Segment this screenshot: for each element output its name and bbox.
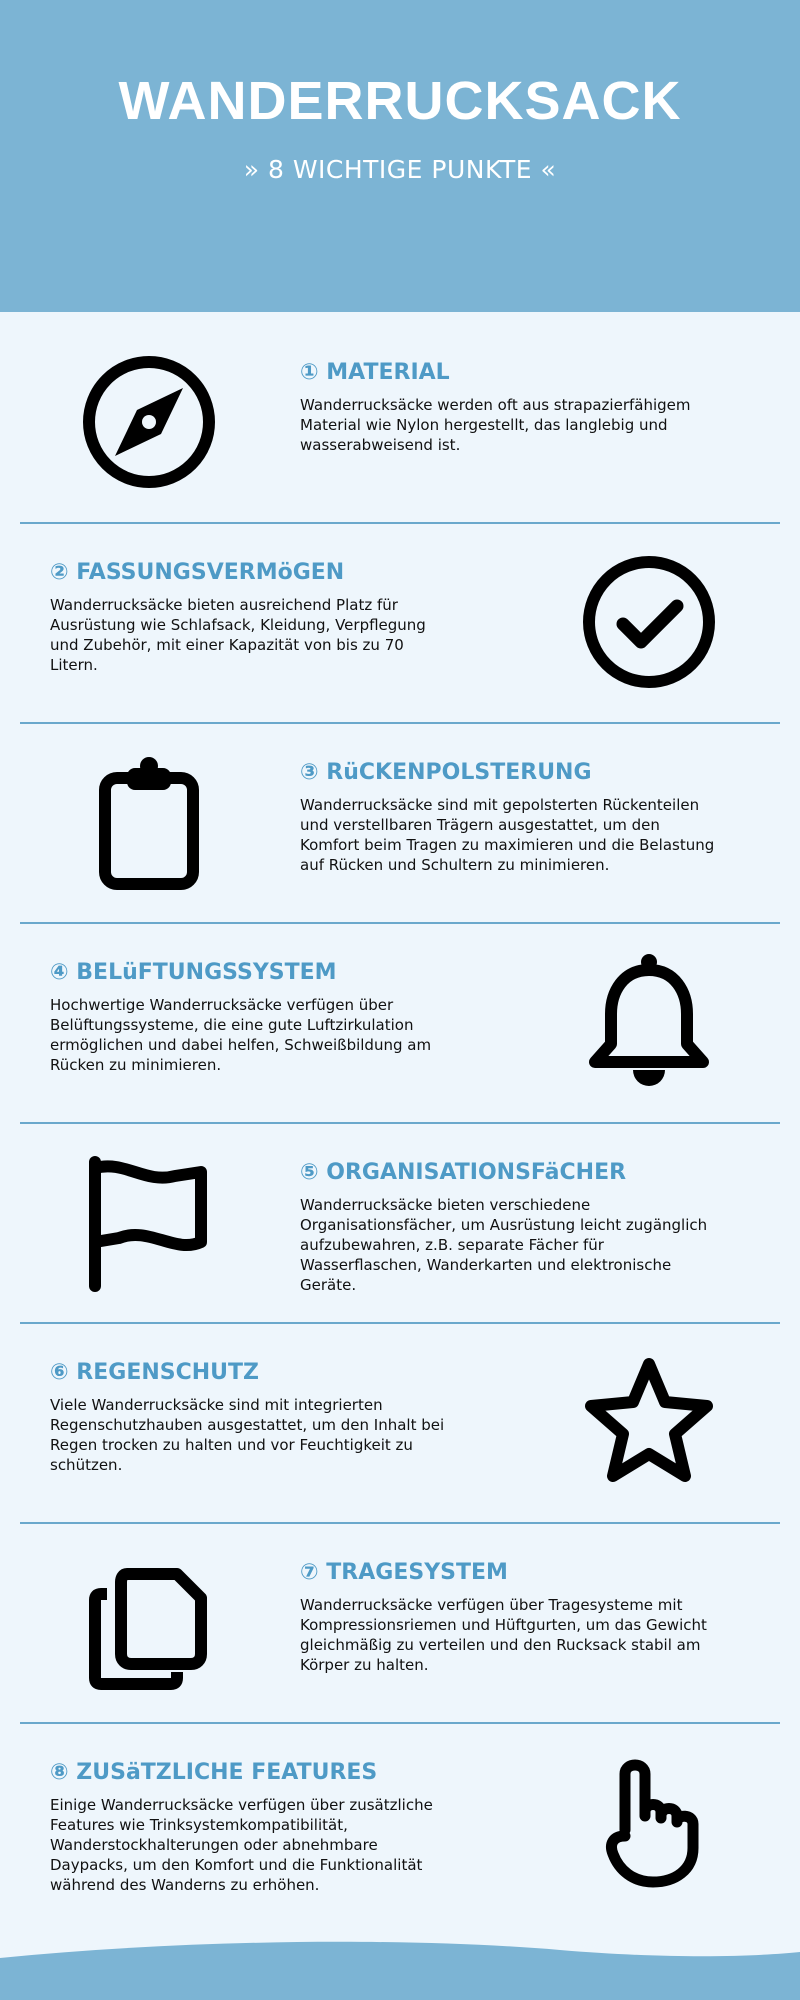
bell-icon: [579, 952, 719, 1092]
clipboard-icon: [79, 754, 219, 894]
section-title: ④ BELüFTUNGSSYSTEM: [50, 960, 337, 985]
section-title: ⑧ ZUSäTZLICHE FEATURES: [50, 1760, 378, 1785]
section-title: ⑦ TRAGESYSTEM: [300, 1560, 508, 1585]
section-regenschutz: [0, 1324, 800, 1524]
section-title: ⑥ REGENSCHUTZ: [50, 1360, 259, 1385]
compass-icon: [79, 352, 219, 492]
section-title: ③ RüCKENPOLSTERUNG: [300, 760, 592, 785]
page-subtitle: » 8 WICHTIGE PUNKTE «: [243, 155, 557, 184]
pointing-hand-icon: [579, 1752, 719, 1892]
section-tragesystem: [0, 1524, 800, 1724]
flag-icon: [79, 1154, 219, 1294]
section-title: ① MATERIAL: [300, 360, 450, 385]
section-body: Wanderrucksäcke bieten ausreichend Platz für Ausrüstung wie Schlafsack, Kleidung, Verpflegung und Zubehör, mit einer Kapazität von bis zu 70 Litern.: [50, 596, 426, 674]
section-belueftungssystem: [0, 924, 800, 1124]
section-body: Wanderrucksäcke werden oft aus strapazierfähigem Material wie Nylon hergestellt, das langlebig und wasserabweisend ist.: [300, 396, 691, 454]
section-body: Hochwertige Wanderrucksäcke verfügen über Belüftungssysteme, die eine gute Luftzirkulation ermöglichen und dabei helfen, Schweißbildung am Rücken zu minimieren.: [50, 996, 432, 1074]
section-organisationsfaecher: [0, 1124, 800, 1324]
section-zusaetzliche-features: [0, 1724, 800, 1924]
section-material: [0, 312, 800, 512]
check-circle-icon: [579, 552, 719, 692]
section-title: ② FASSUNGSVERMöGEN: [50, 560, 345, 585]
section-body: Einige Wanderrucksäcke verfügen über zusätzliche Features wie Trinksystemkompatibilität, Wanderstockhalterungen oder abnehmbare Daypacks, um den Komfort und die Funktionalität während des Wanderns zu erhöhen.: [50, 1796, 433, 1894]
section-body: Wanderrucksäcke sind mit gepolsterten Rückenteilen und verstellbaren Trägern ausgestattet, um den Komfort beim Tragen zu maximieren und die Belastung auf Rücken und Schultern zu minimieren.: [300, 796, 715, 874]
section-title: ⑤ ORGANISATIONSFäCHER: [300, 1160, 627, 1185]
copy-icon: [79, 1554, 219, 1694]
section-body: Wanderrucksäcke bieten verschiedene Organisationsfächer, um Ausrüstung leicht zugänglich aufzubewahren, z.B. separate Fächer für Wasserflaschen, Wanderkarten und elektronische Geräte.: [300, 1196, 708, 1294]
section-rueckenpolsterung: [0, 724, 800, 924]
star-icon: [579, 1352, 719, 1492]
header-banner: [0, 0, 800, 312]
section-body: Viele Wanderrucksäcke sind mit integrierten Regenschutzhauben ausgestattet, um den Inhalt bei Regen trocken zu halten und vor Feuchtigkeit zu schützen.: [50, 1396, 445, 1474]
section-body: Wanderrucksäcke verfügen über Tragesysteme mit Kompressionsriemen und Hüftgurten, um das Gewicht gleichmäßig zu verteilen und den Rucksack stabil am Körper zu halten.: [300, 1596, 707, 1674]
section-fassungsvermoegen: [0, 524, 800, 724]
footer-wave: [0, 1930, 800, 2000]
page-title: WANDERRUCKSACK: [118, 71, 682, 131]
